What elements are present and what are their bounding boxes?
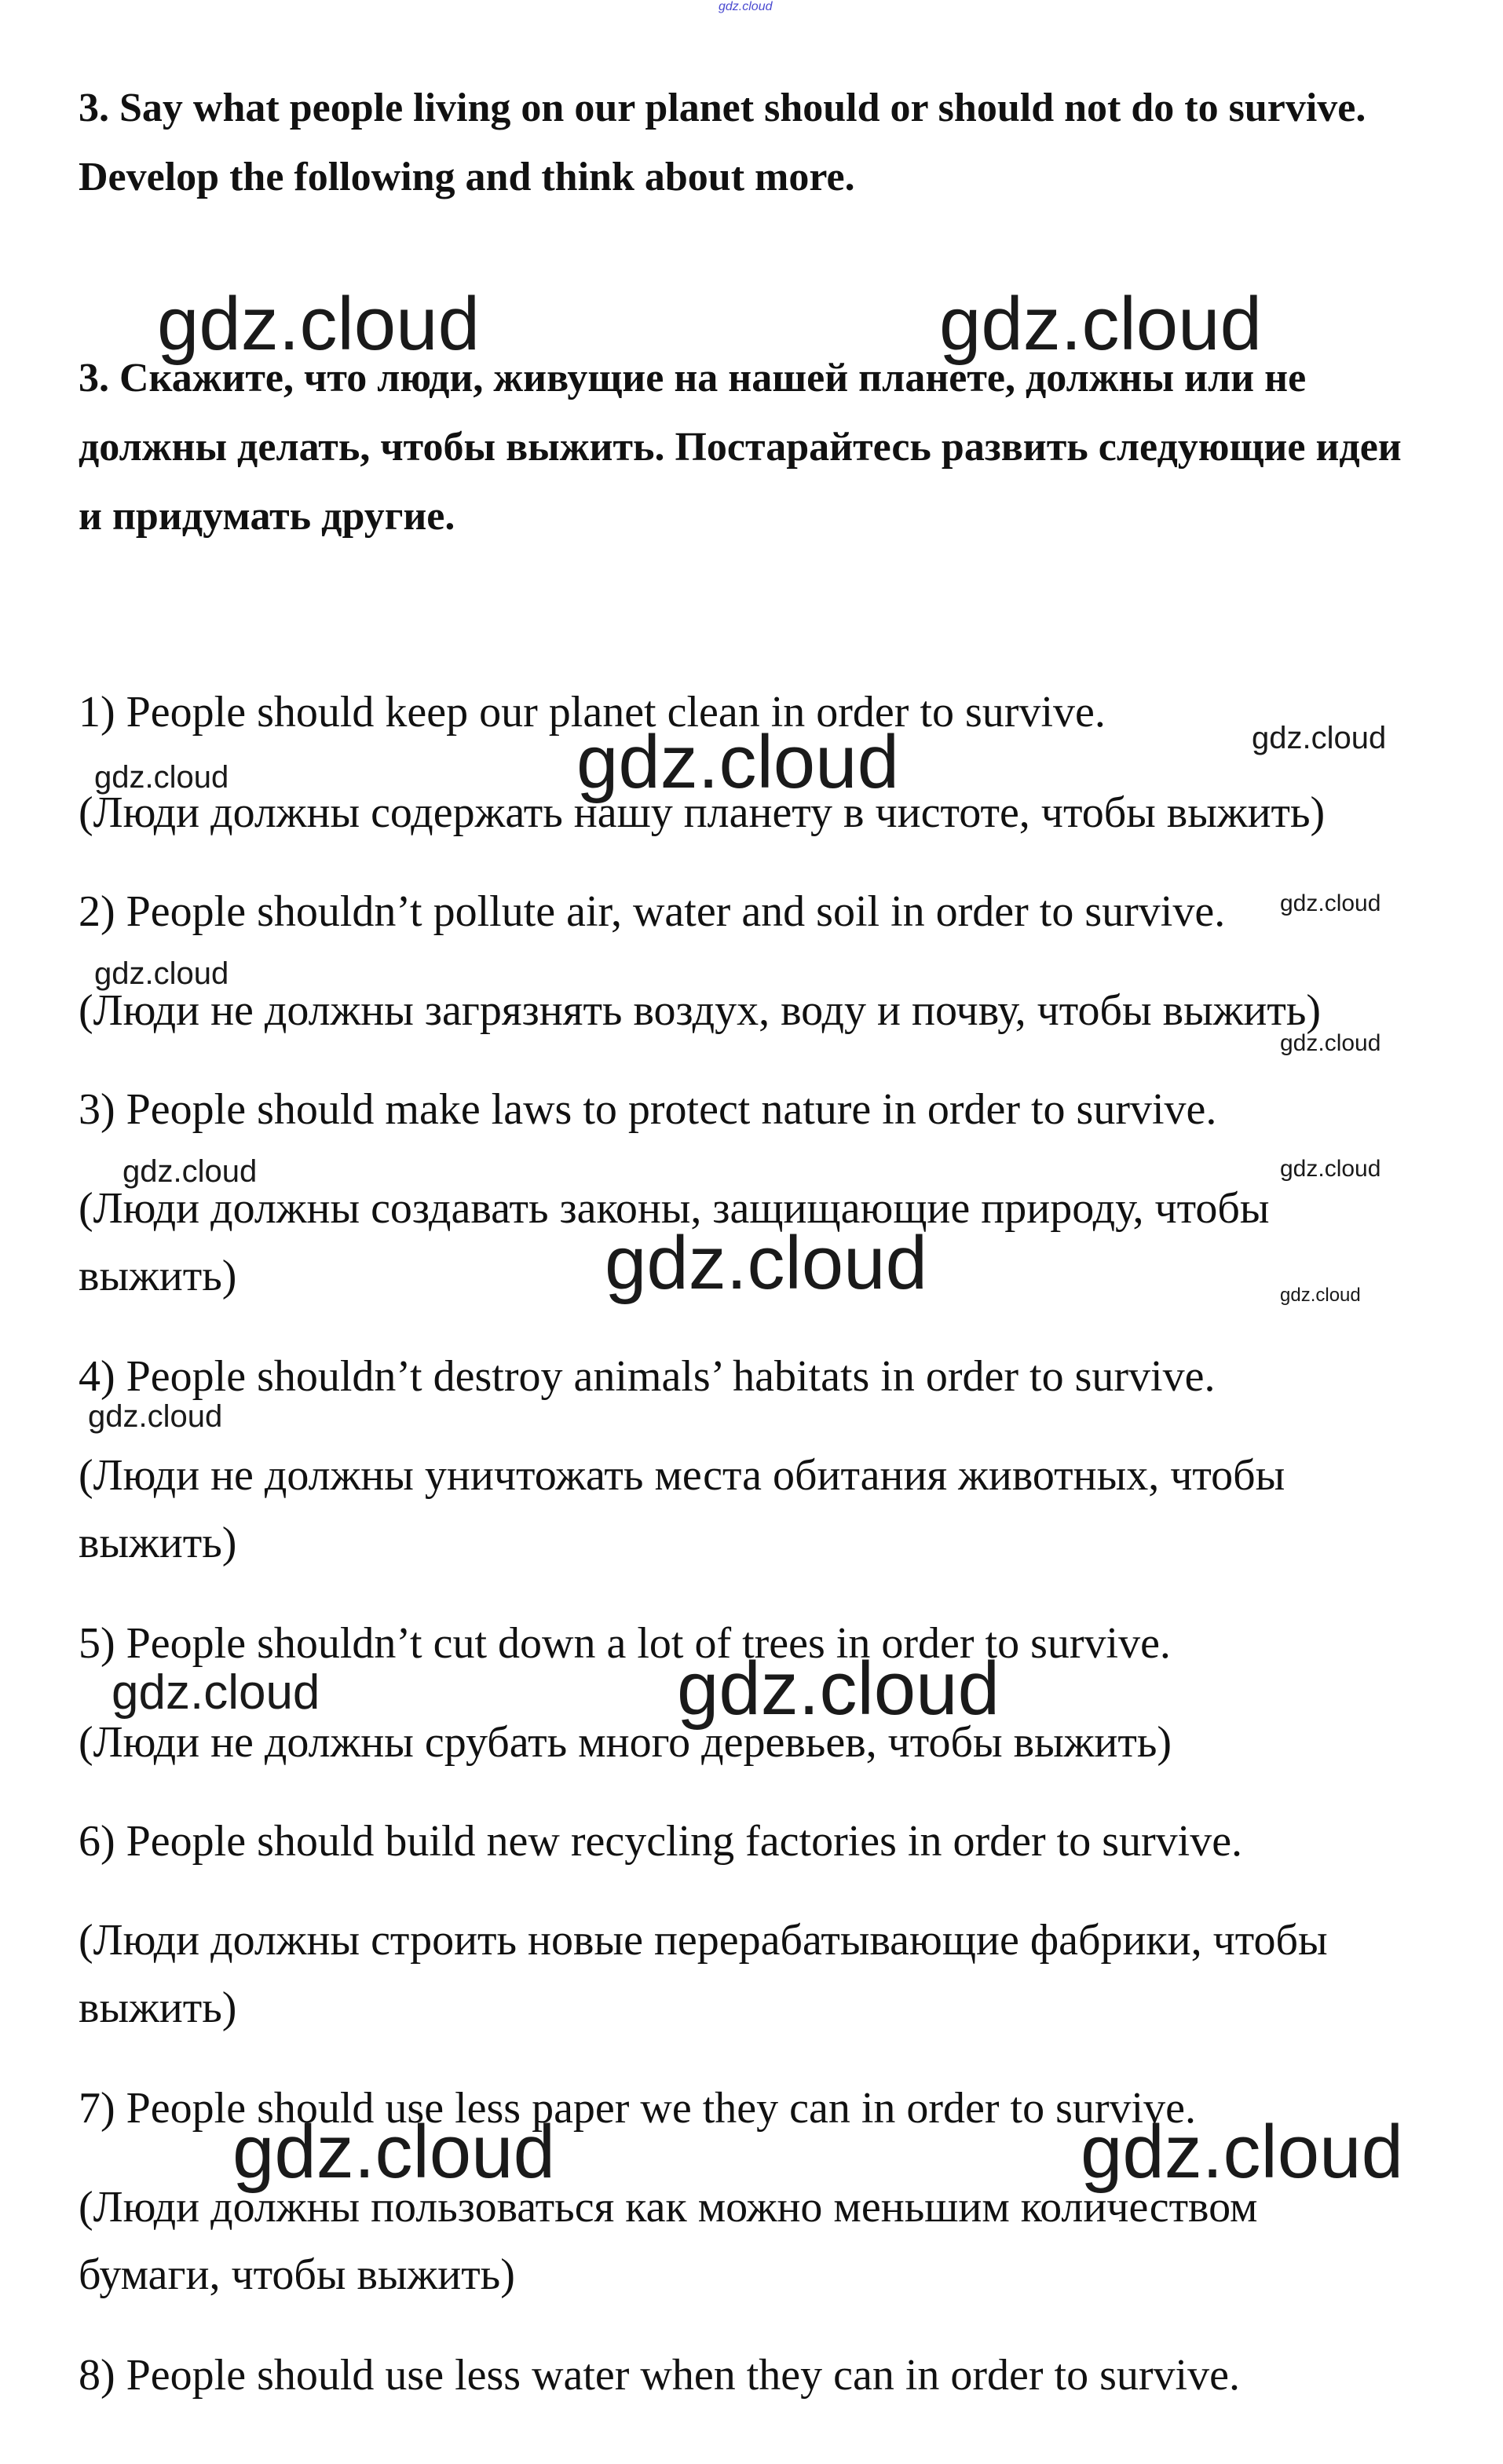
watermark: gdz.cloud (1280, 890, 1381, 916)
item-1-russian: (Люди должны содержать нашу планету в чистоте, чтобы выжить) (79, 788, 1326, 837)
item-4-english: 4) People shouldn’t destroy animals’ habitats in order to survive. (79, 1352, 1216, 1401)
watermark: gdz.cloud (1252, 721, 1387, 755)
watermark: gdz.cloud (576, 720, 899, 804)
item-2-english: 2) People shouldn’t pollute air, water and soil in order to survive. (79, 887, 1226, 936)
item-2-russian: (Люди не должны загрязнять воздух, воду и почву, чтобы выжить) (79, 986, 1322, 1035)
watermark: gdz.cloud (677, 1647, 1000, 1731)
item-3-english: 3) People should make laws to protect nature in order to survive. (79, 1085, 1217, 1134)
watermark: gdz.cloud (1081, 2110, 1403, 2194)
item-5-english: 5) People shouldn’t cut down a lot of trees in order to survive. (79, 1619, 1171, 1668)
watermark: gdz.cloud (123, 1154, 258, 1189)
watermark: gdz.cloud (88, 1399, 223, 1434)
watermark: gdz.cloud (605, 1221, 927, 1305)
task-heading-russian: 3. Скажите, что люди, живущие на нашей планете, должны или не должны делать, чтобы выжить. Постарайтесь развить следующие идеи и придумать другие. (79, 356, 1402, 539)
item-7-english: 7) People should use less paper we they can in order to survive. (79, 2084, 1196, 2133)
watermark: gdz.cloud (232, 2110, 555, 2194)
item-8-english: 8) People should use less water when they can in order to survive. (79, 2351, 1240, 2400)
item-4-russian-line-1: (Люди не должны уничтожать места обитания животных, чтобы (79, 1451, 1285, 1500)
item-6-russian-line-1: (Люди должны строить новые перерабатывающие фабрики, чтобы (79, 1916, 1328, 1965)
watermark: gdz.cloud (1280, 1030, 1381, 1056)
item-3-russian-line-2: выжить) (79, 1252, 237, 1300)
item-4-russian-line-2: выжить) (79, 1519, 237, 1567)
item-3-russian-line-1: (Люди должны создавать законы, защищающие природу, чтобы (79, 1184, 1270, 1233)
watermark: gdz.cloud (157, 282, 480, 366)
top-watermark: gdz.cloud (719, 0, 773, 13)
item-5-russian: (Люди не должны срубать много деревьев, чтобы выжить) (79, 1718, 1172, 1767)
item-6-english: 6) People should build new recycling factories in order to survive. (79, 1817, 1243, 1866)
item-7-russian-line-1: (Люди должны пользоваться как можно меньшим количеством (79, 2183, 1258, 2232)
item-7-russian-line-2: бумаги, чтобы выжить) (79, 2250, 515, 2299)
watermark: gdz.cloud (112, 1665, 320, 1720)
watermark: gdz.cloud (1280, 1285, 1361, 1306)
item-6-russian-line-2: выжить) (79, 1983, 237, 2032)
watermark: gdz.cloud (1280, 1156, 1381, 1182)
watermark: gdz.cloud (94, 760, 229, 795)
watermark: gdz.cloud (94, 956, 229, 991)
watermark: gdz.cloud (939, 282, 1262, 366)
item-1-english: 1) People should keep our planet clean in order to survive. (79, 688, 1106, 737)
task-heading-english: 3. Say what people living on our planet should or should not do to survive. Develop the following and think about more. (79, 86, 1366, 199)
